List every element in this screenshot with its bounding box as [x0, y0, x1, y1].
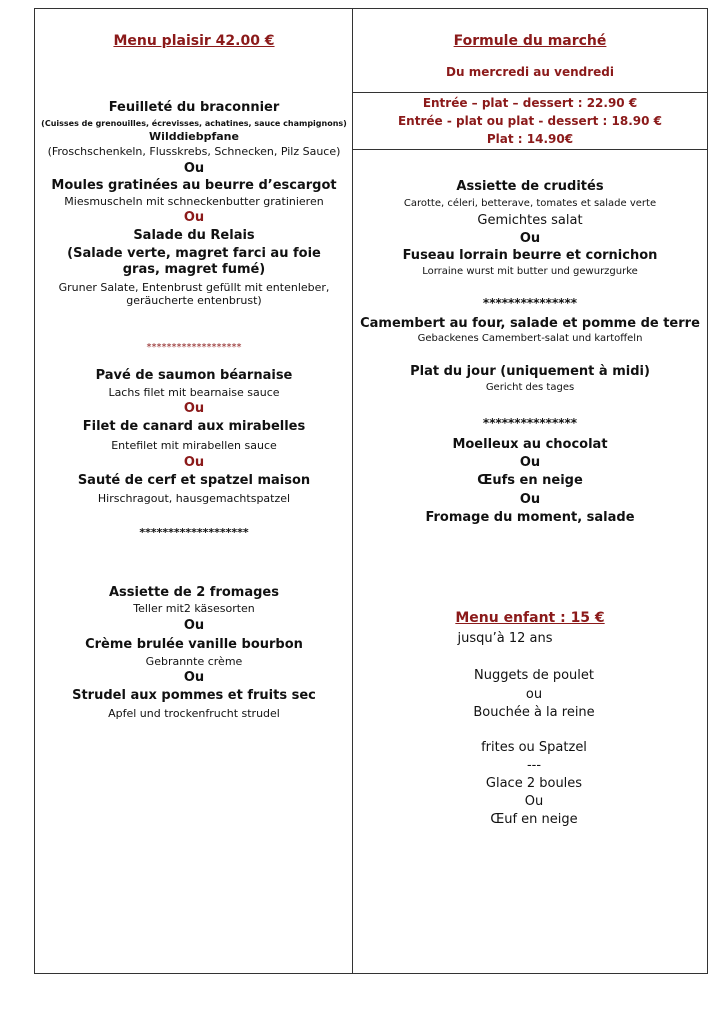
plat-1-german: Lachs filet mit bearnaise sauce [108, 386, 280, 399]
main-2-german: Gericht des tages [485, 382, 575, 393]
formule-separator-2: *************** [482, 416, 578, 430]
starter-1-name: Assiette de crudités [456, 179, 604, 194]
formule-title: Formule du marché [453, 33, 607, 49]
dessert-or-2: Ou [183, 670, 205, 685]
formule-separator-1: *************** [482, 296, 578, 310]
separator-1: ******************* [146, 342, 242, 353]
kids-or-2: Ou [524, 794, 544, 809]
entree-1-german-desc: (Froschschenkeln, Flusskrebs, Schnecken, Pilz Sauce) [47, 145, 341, 158]
formule-dessert-or-1: Ou [519, 455, 541, 470]
dessert-1-german: Teller mit2 käsesorten [133, 602, 255, 615]
plat-or-2: Ou [183, 455, 205, 470]
dessert-3-german: Apfel und trockenfrucht strudel [108, 707, 280, 720]
header-divider-top [353, 92, 708, 93]
starter-1-german: Gemichtes salat [477, 213, 583, 228]
formule-dessert-3: Fromage du moment, salade [425, 510, 635, 525]
main-1-name: Camembert au four, salade et pomme de terre [360, 316, 700, 331]
formule-dessert-2: Œufs en neige [477, 473, 583, 488]
plat-or-1: Ou [183, 401, 205, 416]
entree-2-name: Moules gratinées au beurre d’escargot [51, 178, 337, 193]
menu-plaisir-title: Menu plaisir 42.00 € [113, 33, 275, 49]
entree-3-desc: (Salade verte, magret farci au foie gras, magret fumé) [67, 246, 321, 277]
formule-subtitle: Du mercredi au vendredi [446, 65, 614, 79]
kids-or-1: ou [525, 687, 543, 702]
entree-or-1: Ou [183, 161, 205, 176]
kids-dessert-1: Glace 2 boules [485, 776, 583, 791]
plat-1-name: Pavé de saumon béarnaise [95, 368, 293, 383]
starter-2-german: Lorraine wurst mit butter und gewurzgurke [422, 266, 638, 277]
kids-menu-title: Menu enfant : 15 € [455, 610, 605, 626]
entree-3-german: Gruner Salate, Entenbrust gefüllt mit entenleber, geräucherte entenbrust) [58, 281, 330, 308]
kids-menu-age: jusqu’à 12 ans [457, 631, 553, 646]
plat-2-name: Filet de canard aux mirabelles [82, 419, 306, 434]
kids-main-2: Bouchée à la reine [473, 705, 595, 720]
formule-price-3: Plat : 14.90€ [486, 132, 574, 146]
dessert-3-name: Strudel aux pommes et fruits sec [72, 688, 316, 703]
dessert-or-1: Ou [183, 618, 205, 633]
entree-1-name: Feuilleté du braconnier [108, 100, 280, 115]
formule-price-2: Entrée - plat ou plat - dessert : 18.90 € [397, 114, 662, 128]
main-1-german: Gebackenes Camembert-salat und kartoffeln [417, 333, 643, 344]
plat-3-german: Hirschragout, hausgemachtspatzel [97, 492, 291, 505]
formule-price-1: Entrée – plat – dessert : 22.90 € [422, 96, 638, 110]
dessert-2-german: Gebrannte crème [145, 655, 243, 668]
dessert-1-name: Assiette de 2 fromages [109, 585, 279, 600]
starter-1-desc: Carotte, céleri, betterave, tomates et salade verte [403, 198, 657, 209]
formule-dessert-1: Moelleux au chocolat [452, 437, 608, 452]
entree-2-german: Miesmuscheln mit schneckenbutter gratinieren [64, 195, 324, 208]
kids-separator: --- [526, 758, 542, 773]
column-divider [352, 8, 353, 974]
starter-2-name: Fuseau lorrain beurre et cornichon [402, 248, 658, 263]
separator-2: ******************* [139, 526, 249, 539]
header-divider-bottom [353, 149, 708, 150]
dessert-2-name: Crème brulée vanille bourbon [85, 637, 303, 652]
entree-or-2: Ou [183, 210, 205, 225]
entree-3-name: Salade du Relais [133, 228, 255, 243]
entree-1-desc: (Cuisses de grenouilles, écrevisses, achatines, sauce champignons) [41, 119, 347, 128]
starter-or: Ou [519, 231, 541, 246]
main-2-name: Plat du jour (uniquement à midi) [410, 364, 650, 379]
plat-2-german: Entefilet mit mirabellen sauce [111, 439, 277, 452]
entree-1-german: Wilddiebpfane [149, 130, 239, 143]
plat-3-name: Sauté de cerf et spatzel maison [77, 473, 311, 488]
kids-main-1: Nuggets de poulet [473, 668, 594, 683]
kids-side: frites ou Spatzel [481, 740, 587, 755]
kids-dessert-2: Œuf en neige [490, 812, 578, 827]
formule-dessert-or-2: Ou [519, 492, 541, 507]
